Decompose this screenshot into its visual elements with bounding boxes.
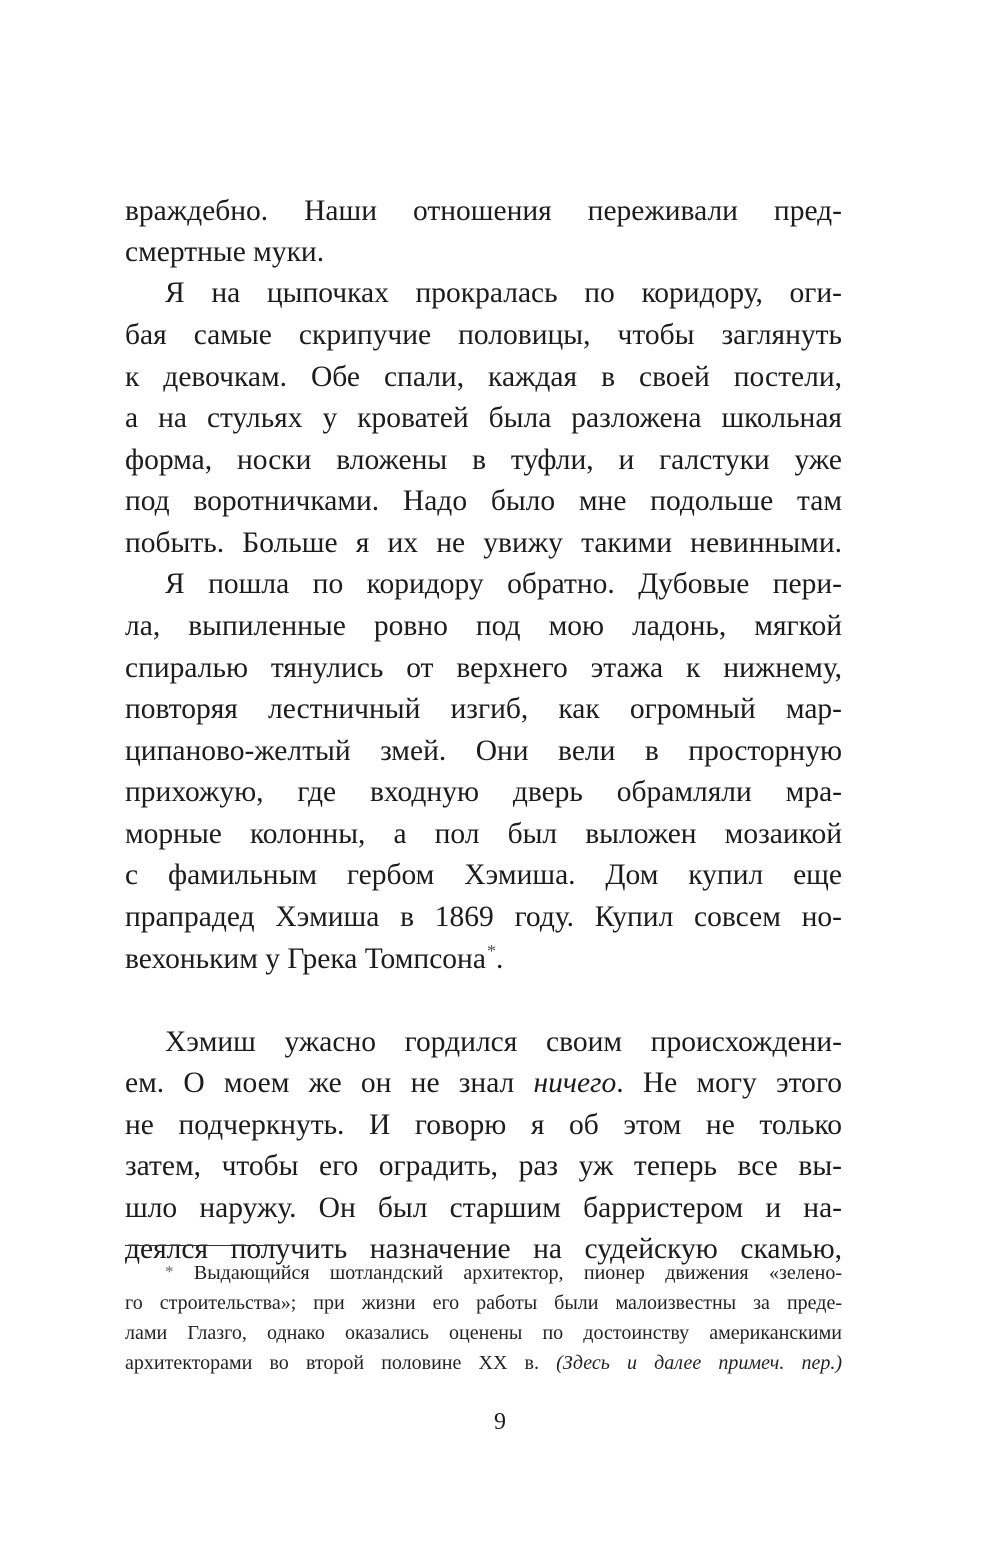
page-number: 9	[494, 1409, 506, 1435]
body-line: побыть. Больше я их не увижу такими невинными.	[125, 527, 842, 559]
body-line: повторяя лестничный изгиб, как огромный мар-	[125, 693, 842, 725]
footnote-line: лами Глазго, однако оказались оценены по достоинству американскими	[125, 1322, 842, 1344]
footnote-marker: *	[165, 1262, 174, 1281]
body-line: деялся получить назначение на судейскую скамью,	[125, 1233, 842, 1265]
body-line: прихожую, где входную дверь обрамляли мра-	[125, 776, 842, 808]
body-line: спиралью тянулись от верхнего этажа к нижнему,	[125, 652, 842, 684]
body-line: Я на цыпочках прокралась по коридору, оги-	[165, 277, 842, 309]
body-line: враждебно. Наши отношения переживали пред-	[125, 195, 842, 227]
body-line: под воротничками. Надо было мне подольше там	[125, 485, 842, 517]
body-line: Я пошла по коридору обратно. Дубовые пери-	[165, 568, 842, 600]
body-line: Хэмиш ужасно гордился своим происхождени-	[165, 1026, 842, 1058]
body-line-text: вехоньким у Грека Томпсона	[125, 943, 486, 975]
body-line	[125, 1062, 842, 1104]
body-line: шло наружу. Он был старшим барристером и на-	[125, 1192, 842, 1224]
footnote-line: го строительства»; при жизни его работы были малоизвестны за преде-	[125, 1292, 842, 1314]
body-line: ла, выпиленные ровно под мою ладонь, мягкой	[125, 610, 842, 642]
emphasis-word: ничего	[533, 1067, 617, 1099]
footnote-reference: *	[486, 941, 496, 961]
body-line-text: . Не могу этого	[616, 1067, 842, 1099]
body-line: смертные муки.	[125, 236, 325, 268]
body-line: прапрадед Хэмиша в 1869 году. Купил совсем но-	[125, 901, 842, 933]
body-line: с фамильным гербом Хэмиша. Дом купил еще	[125, 859, 842, 891]
body-line: к девочкам. Обе спали, каждая в своей постели,	[125, 361, 842, 393]
footnote-divider	[125, 1245, 279, 1246]
body-line: а на стульях у кроватей была разложена школьная	[125, 402, 842, 434]
body-line: морные колонны, а пол был выложен мозаикой	[125, 818, 842, 850]
footnote-line	[125, 1348, 842, 1378]
body-line: затем, чтобы его оградить, раз уж теперь все вы-	[125, 1150, 842, 1182]
body-line: бая самые скрипучие половицы, чтобы заглянуть	[125, 319, 842, 351]
footnote-note: (Здесь и далее примеч. пер.)	[556, 1352, 842, 1374]
footnote-line	[165, 1258, 842, 1288]
footnote-text: архитекторами во второй половине XX в.	[125, 1352, 539, 1374]
body-line-end: .	[495, 943, 504, 975]
body-line: форма, носки вложены в туфли, и галстуки уже	[125, 444, 842, 476]
body-line-text: ем. О моем же он не знал	[125, 1067, 515, 1099]
body-line: не подчеркнуть. И говорю я об этом не только	[125, 1109, 842, 1141]
body-line: ципаново-желтый змей. Они вели в просторную	[125, 735, 842, 767]
body-line	[125, 938, 842, 980]
footnote-text: Выдающийся шотландский архитектор, пионер движения «зелено-	[193, 1262, 842, 1284]
